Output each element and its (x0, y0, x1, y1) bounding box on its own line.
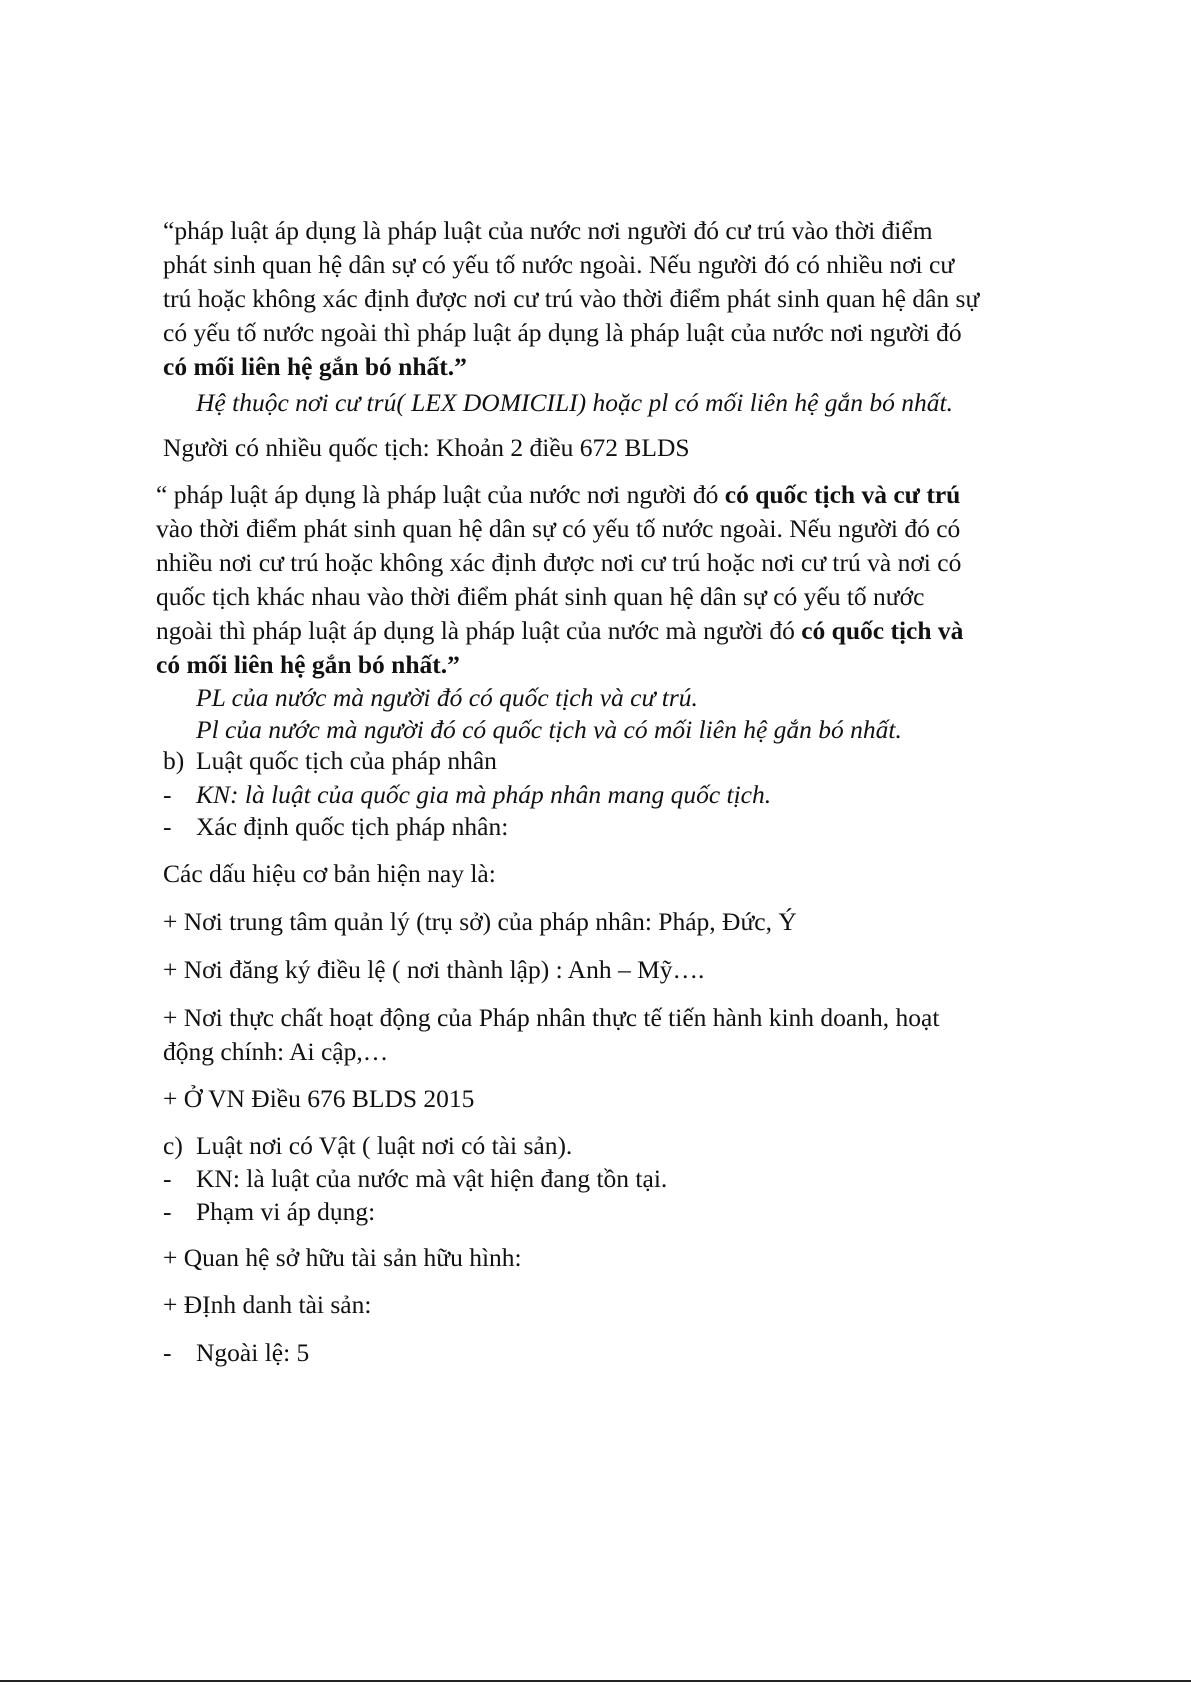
quote-line: “ pháp luật áp dụng là pháp luật của nước nơi người đó có quốc tịch và cư trú (156, 480, 961, 509)
quote-line-bold: có mối liên hệ gắn bó nhất.” (156, 650, 460, 679)
quote-line-bold (163, 350, 979, 384)
quote-line: có yếu tố nước ngoài thì pháp luật áp dụng là pháp luật của nước nơi người đó (163, 318, 962, 347)
list-item: - Phạm vi áp dụng: (163, 1197, 376, 1226)
quote-line: phát sinh quan hệ dân sự có yếu tố nước ngoài. Nếu người đó có nhiều nơi cư (163, 250, 955, 279)
sign-item: + Nơi đăng ký điều lệ ( nơi thành lập) : Anh – Mỹ…. (163, 955, 705, 984)
quote-line: ngoài thì pháp luật áp dụng là pháp luật của nước mà người đó có quốc tịch và (156, 616, 964, 645)
sign-item: + Nơi thực chất hoạt động của Pháp nhân thực tế tiến hành kinh doanh, hoạt động chính: Ai cập,… (163, 1003, 940, 1066)
quote-line: quốc tịch khác nhau vào thời điểm phát sinh quan hệ dân sự có yếu tố nước (156, 582, 925, 611)
quote-nationality (156, 478, 963, 682)
list-item: - KN: là luật của quốc gia mà pháp nhân mang quốc tịch. (163, 780, 772, 809)
note-lex-domicili: Hệ thuộc nơi cư trú( LEX DOMICILI) hoặc pl có mối liên hệ gắn bó nhất. (196, 388, 953, 417)
multi-nationality-heading: Người có nhiều quốc tịch: Khoản 2 điều 672 BLDS (163, 433, 690, 462)
sign-item: + Ở VN Điều 676 BLDS 2015 (163, 1084, 475, 1113)
signs-intro: Các dấu hiệu cơ bản hiện nay là: (163, 859, 496, 888)
page-bottom-divider (0, 1680, 1191, 1682)
scope-item: + ĐỊnh danh tài sản: (163, 1290, 372, 1319)
list-item: - KN: là luật của nước mà vật hiện đang tồn tại. (163, 1164, 668, 1193)
section-c-heading: c) Luật nơi có Vật ( luật nơi có tài sản). (163, 1131, 573, 1160)
quote-line: nhiều nơi cư trú hoặc không xác định được nơi cư trú hoặc nơi cư trú và nơi có (156, 548, 962, 577)
list-item: - Ngoài lệ: 5 (163, 1338, 310, 1367)
sign-item: + Nơi trung tâm quản lý (trụ sở) của pháp nhân: Pháp, Đức, Ý (163, 907, 797, 936)
quote-line: “pháp luật áp dụng là pháp luật của nước nơi người đó cư trú vào thời điểm (163, 216, 933, 245)
quote-line: trú hoặc không xác định được nơi cư trú vào thời điểm phát sinh quan hệ dân sự (163, 284, 980, 313)
quote-bold-end: có mối liên hệ gắn bó nhất.” (163, 352, 467, 381)
quote-line: vào thời điểm phát sinh quan hệ dân sự có yếu tố nước ngoài. Nếu người đó có (156, 514, 961, 543)
quote-residence (163, 214, 979, 384)
notes-nationality: PL của nước mà người đó có quốc tịch và cư trú. Pl của nước mà người đó có quốc tịch và có mối liên hệ gắn bó nhất. (196, 683, 902, 744)
scope-item: + Quan hệ sở hữu tài sản hữu hình: (163, 1243, 522, 1272)
section-b-heading: b) Luật quốc tịch của pháp nhân (163, 746, 497, 775)
list-item: - Xác định quốc tịch pháp nhân: (163, 812, 509, 841)
